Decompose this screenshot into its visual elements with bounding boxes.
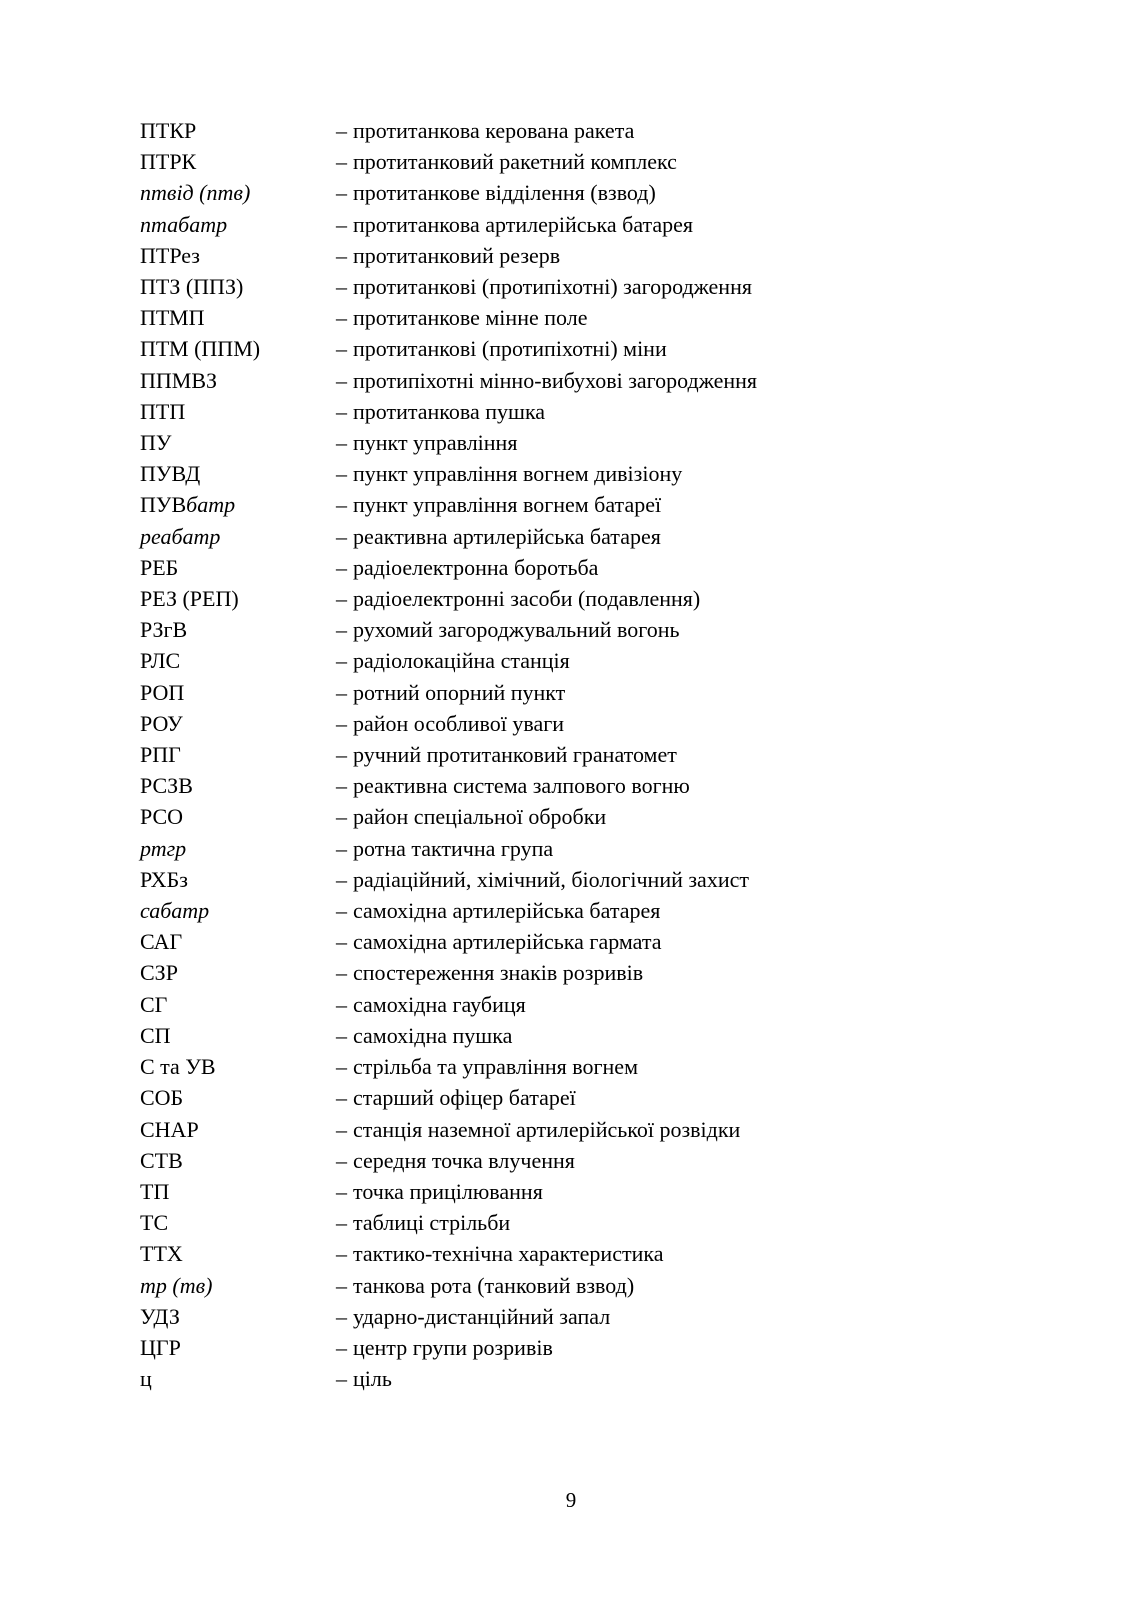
abbreviation-definition xyxy=(336,1082,576,1113)
definition-text: район особливої уваги xyxy=(353,710,565,736)
definition-dash: – xyxy=(336,710,347,736)
abbreviation-definition xyxy=(336,1051,638,1082)
definition-dash: – xyxy=(336,866,347,892)
definition-text: пункт управління xyxy=(353,430,518,456)
glossary-row xyxy=(140,1176,1082,1207)
definition-text: радіаційний, хімічний, біологічний захист xyxy=(353,866,749,892)
abbreviation-term: ТП xyxy=(140,1178,170,1204)
abbreviation-definition xyxy=(336,1301,610,1332)
definition-text: ротний опорний пункт xyxy=(353,679,566,705)
glossary-row xyxy=(140,864,1082,895)
glossary-row xyxy=(140,1332,1082,1363)
definition-dash: – xyxy=(336,554,347,580)
glossary-row xyxy=(140,1207,1082,1238)
definition-dash: – xyxy=(336,367,347,393)
glossary-row xyxy=(140,614,1082,645)
definition-dash: – xyxy=(336,586,347,612)
abbreviation-definition xyxy=(336,957,643,988)
definition-text: радіоелектронна боротьба xyxy=(353,554,599,580)
glossary-row xyxy=(140,240,1082,271)
definition-dash: – xyxy=(336,679,347,705)
definition-dash: – xyxy=(336,1366,347,1392)
definition-text: спостереження знаків розривів xyxy=(353,960,644,986)
abbreviation-definition xyxy=(336,365,757,396)
abbreviation-term: ртгр xyxy=(140,835,187,861)
definition-text: ударно-дистанційний запал xyxy=(353,1303,611,1329)
definition-dash: – xyxy=(336,898,347,924)
abbreviation-term: САГ xyxy=(140,929,183,955)
definition-dash: – xyxy=(336,1022,347,1048)
abbreviation-term: ц xyxy=(140,1366,152,1392)
glossary-row xyxy=(140,1301,1082,1332)
abbreviation-definition xyxy=(336,552,598,583)
abbreviation-term: ПУВД xyxy=(140,461,201,487)
abbreviation-term: ПТЗ (ППЗ) xyxy=(140,274,244,300)
glossary-row xyxy=(140,957,1082,988)
definition-dash: – xyxy=(336,523,347,549)
abbreviation-term: РЛС xyxy=(140,648,181,674)
abbreviation-definition xyxy=(336,895,660,926)
abbreviation-term: СТВ xyxy=(140,1147,183,1173)
glossary-row xyxy=(140,427,1082,458)
glossary-row xyxy=(140,770,1082,801)
definition-dash: – xyxy=(336,773,347,799)
glossary-row xyxy=(140,739,1082,770)
abbreviation-definition xyxy=(336,614,680,645)
definition-text: стрільба та управління вогнем xyxy=(353,1054,638,1080)
abbreviation-term: РПГ xyxy=(140,742,181,768)
definition-dash: – xyxy=(336,1334,347,1360)
glossary-row xyxy=(140,333,1082,364)
abbreviation-definition xyxy=(336,989,526,1020)
definition-dash: – xyxy=(336,1241,347,1267)
definition-text: самохідна артилерійська гармата xyxy=(353,929,662,955)
definition-dash: – xyxy=(336,804,347,830)
glossary-row xyxy=(140,895,1082,926)
definition-dash: – xyxy=(336,461,347,487)
definition-dash: – xyxy=(336,305,347,331)
definition-text: протитанковий ракетний комплекс xyxy=(353,149,677,175)
glossary-row xyxy=(140,146,1082,177)
abbreviation-term: ПТМП xyxy=(140,305,205,331)
abbreviation-term: СНАР xyxy=(140,1116,199,1142)
abbreviation-term: реабатр xyxy=(140,523,221,549)
abbreviation-definition xyxy=(336,770,690,801)
definition-dash: – xyxy=(336,242,347,268)
abbreviation-term: ЦГР xyxy=(140,1334,181,1360)
definition-text: радіоелектронні засоби (подавлення) xyxy=(353,586,701,612)
glossary-row xyxy=(140,365,1082,396)
definition-dash: – xyxy=(336,1303,347,1329)
abbreviation-term: птабатр xyxy=(140,211,228,237)
abbreviation-definition xyxy=(336,801,606,832)
glossary-row xyxy=(140,489,1082,520)
abbreviation-term: птвід (птв) xyxy=(140,180,251,206)
abbreviation-definition xyxy=(336,240,560,271)
abbreviation-list xyxy=(140,115,1082,1394)
abbreviation-term: РЕЗ (РЕП) xyxy=(140,586,239,612)
definition-dash: – xyxy=(336,960,347,986)
glossary-row xyxy=(140,708,1082,739)
definition-dash: – xyxy=(336,1210,347,1236)
abbreviation-definition xyxy=(336,1332,553,1363)
glossary-row xyxy=(140,926,1082,957)
glossary-row xyxy=(140,1020,1082,1051)
abbreviation-term: СП xyxy=(140,1022,171,1048)
abbreviation-term: сабатр xyxy=(140,898,210,924)
abbreviation-definition xyxy=(336,583,700,614)
definition-dash: – xyxy=(336,929,347,955)
glossary-row xyxy=(140,833,1082,864)
definition-text: реактивна артилерійська батарея xyxy=(353,523,661,549)
definition-dash: – xyxy=(336,835,347,861)
definition-text: реактивна система залпового вогню xyxy=(353,773,690,799)
definition-dash: – xyxy=(336,180,347,206)
glossary-row xyxy=(140,677,1082,708)
abbreviation-term: тр (тв) xyxy=(140,1272,213,1298)
abbreviation-term: РОП xyxy=(140,679,185,705)
abbreviation-definition xyxy=(336,1176,543,1207)
abbreviation-definition xyxy=(336,396,545,427)
definition-text: протитанкова артилерійська батарея xyxy=(353,211,694,237)
glossary-row xyxy=(140,1051,1082,1082)
abbreviation-term: ПУВбатр xyxy=(140,492,236,518)
abbreviation-definition xyxy=(336,1145,575,1176)
definition-text: радіолокаційна станція xyxy=(353,648,570,674)
abbreviation-definition xyxy=(336,146,677,177)
definition-dash: – xyxy=(336,430,347,456)
definition-text: пункт управління вогнем батареї xyxy=(353,492,662,518)
abbreviation-definition xyxy=(336,302,587,333)
glossary-row xyxy=(140,521,1082,552)
glossary-row xyxy=(140,1238,1082,1269)
abbreviation-term: РОУ xyxy=(140,710,183,736)
glossary-row xyxy=(140,1114,1082,1145)
abbreviation-term: ТТХ xyxy=(140,1241,183,1267)
glossary-row xyxy=(140,396,1082,427)
abbreviation-term: СОБ xyxy=(140,1085,184,1111)
definition-dash: – xyxy=(336,1178,347,1204)
definition-text: протитанкове мінне поле xyxy=(353,305,588,331)
abbreviation-term: ТС xyxy=(140,1210,169,1236)
abbreviation-definition xyxy=(336,1238,663,1269)
definition-dash: – xyxy=(336,1054,347,1080)
glossary-row xyxy=(140,1363,1082,1394)
definition-text: протитанкові (протипіхотні) міни xyxy=(353,336,667,362)
abbreviation-term: ППМВЗ xyxy=(140,367,218,393)
definition-dash: – xyxy=(336,211,347,237)
abbreviation-definition xyxy=(336,115,634,146)
abbreviation-term: ПТРК xyxy=(140,149,197,175)
abbreviation-definition xyxy=(336,926,662,957)
definition-dash: – xyxy=(336,118,347,143)
definition-text: самохідна гаубиця xyxy=(353,991,526,1017)
abbreviation-definition xyxy=(336,458,682,489)
abbreviation-definition xyxy=(336,427,517,458)
abbreviation-definition xyxy=(336,489,661,520)
glossary-row xyxy=(140,271,1082,302)
glossary-row xyxy=(140,1145,1082,1176)
definition-text: ручний протитанковий гранатомет xyxy=(353,742,677,768)
definition-text: старший офіцер батареї xyxy=(353,1085,576,1111)
definition-text: самохідна артилерійська батарея xyxy=(353,898,661,924)
definition-text: середня точка влучення xyxy=(353,1147,575,1173)
glossary-row xyxy=(140,458,1082,489)
definition-dash: – xyxy=(336,1147,347,1173)
definition-text: протитанкова пушка xyxy=(353,398,546,424)
definition-text: протитанкові (протипіхотні) загородження xyxy=(353,274,752,300)
abbreviation-term: РЗгВ xyxy=(140,617,188,643)
definition-text: пункт управління вогнем дивізіону xyxy=(353,461,683,487)
definition-dash: – xyxy=(336,274,347,300)
definition-text: протитанкове відділення (взвод) xyxy=(353,180,656,206)
abbreviation-definition xyxy=(336,209,693,240)
abbreviation-term: РСЗВ xyxy=(140,773,193,799)
definition-text: рухомий загороджувальний вогонь xyxy=(353,617,680,643)
page-number: 9 xyxy=(565,1488,577,1512)
abbreviation-term: ПТРез xyxy=(140,242,200,268)
definition-dash: – xyxy=(336,617,347,643)
definition-dash: – xyxy=(336,991,347,1017)
definition-text: ротна тактична група xyxy=(353,835,554,861)
abbreviation-term: ПТКР xyxy=(140,118,197,143)
definition-dash: – xyxy=(336,648,347,674)
abbreviation-term: С та УВ xyxy=(140,1054,216,1080)
abbreviation-term: СЗР xyxy=(140,960,178,986)
glossary-row xyxy=(140,989,1082,1020)
glossary-row xyxy=(140,1082,1082,1113)
abbreviation-definition xyxy=(336,1363,392,1394)
definition-text: центр групи розривів xyxy=(353,1334,553,1360)
abbreviation-definition xyxy=(336,677,565,708)
abbreviation-definition xyxy=(336,739,677,770)
definition-text: станція наземної артилерійської розвідки xyxy=(353,1116,741,1142)
definition-text: протитанкова керована ракета xyxy=(353,118,635,143)
glossary-row xyxy=(140,302,1082,333)
abbreviation-term: УДЗ xyxy=(140,1303,180,1329)
abbreviation-term: ПУ xyxy=(140,430,172,456)
definition-dash: – xyxy=(336,742,347,768)
abbreviation-definition xyxy=(336,1020,512,1051)
definition-text: танкова рота (танковий взвод) xyxy=(353,1272,635,1298)
abbreviation-definition xyxy=(336,833,553,864)
glossary-row xyxy=(140,209,1082,240)
abbreviation-definition xyxy=(336,521,661,552)
glossary-row xyxy=(140,552,1082,583)
glossary-row xyxy=(140,645,1082,676)
definition-dash: – xyxy=(336,1116,347,1142)
definition-dash: – xyxy=(336,149,347,175)
abbreviation-definition xyxy=(336,1270,634,1301)
glossary-row xyxy=(140,1270,1082,1301)
definition-text: точка прицілювання xyxy=(353,1178,543,1204)
abbreviation-term: ПТП xyxy=(140,398,186,424)
abbreviation-definition xyxy=(336,708,564,739)
definition-dash: – xyxy=(336,1085,347,1111)
glossary-row xyxy=(140,801,1082,832)
glossary-row xyxy=(140,177,1082,208)
definition-text: протитанковий резерв xyxy=(353,242,561,268)
definition-text: тактико-технічна характеристика xyxy=(353,1241,664,1267)
abbreviation-definition xyxy=(336,271,752,302)
abbreviation-term: РЕБ xyxy=(140,554,179,580)
abbreviation-definition xyxy=(336,1207,510,1238)
glossary-row xyxy=(140,583,1082,614)
abbreviation-term: РХБз xyxy=(140,866,188,892)
abbreviation-term: СГ xyxy=(140,991,168,1017)
glossary-row xyxy=(140,115,1082,146)
abbreviation-definition xyxy=(336,1114,740,1145)
abbreviation-definition xyxy=(336,333,667,364)
abbreviation-term: ПТМ (ППМ) xyxy=(140,336,261,362)
definition-dash: – xyxy=(336,1272,347,1298)
abbreviation-term: РСО xyxy=(140,804,184,830)
definition-text: ціль xyxy=(353,1366,392,1392)
definition-dash: – xyxy=(336,398,347,424)
abbreviation-definition xyxy=(336,864,749,895)
definition-text: район спеціальної обробки xyxy=(353,804,607,830)
definition-text: протипіхотні мінно-вибухові загородження xyxy=(353,367,758,393)
definition-dash: – xyxy=(336,492,347,518)
abbreviation-definition xyxy=(336,177,656,208)
definition-text: самохідна пушка xyxy=(353,1022,513,1048)
abbreviation-definition xyxy=(336,645,570,676)
definition-dash: – xyxy=(336,336,347,362)
definition-text: таблиці стрільби xyxy=(353,1210,511,1236)
